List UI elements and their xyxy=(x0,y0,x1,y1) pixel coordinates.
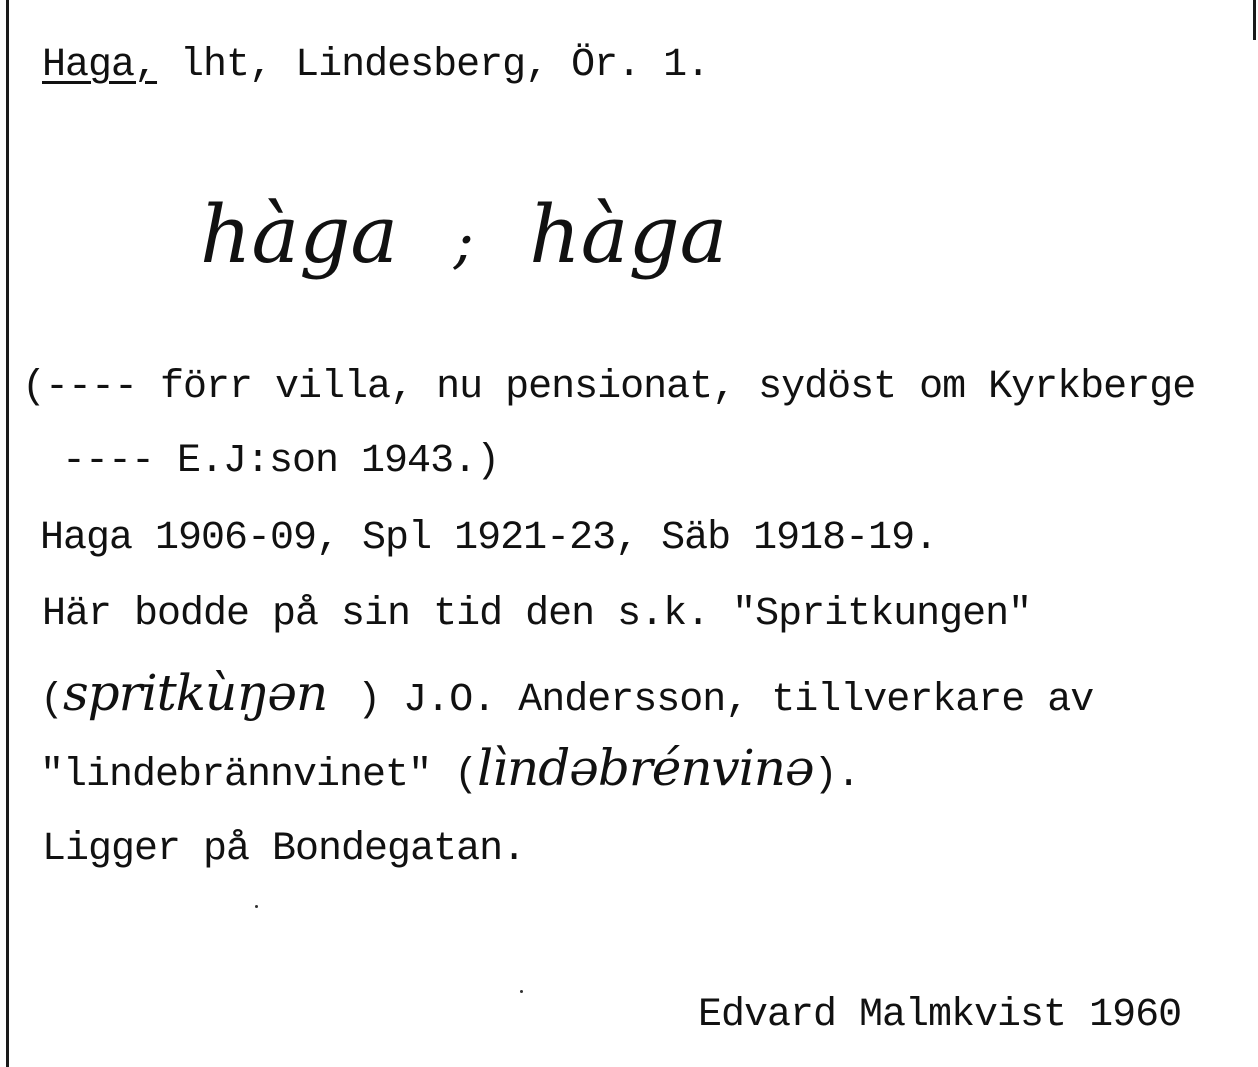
pronunciation-separator: ; xyxy=(453,207,474,277)
note-line-2: ---- E.J:son 1943.) xyxy=(62,439,500,484)
place-name: Haga, xyxy=(42,43,158,88)
body-line-2 xyxy=(40,664,1094,723)
note-line-1: (---- förr villa, nu pensionat, sydöst om Kyrkberge xyxy=(22,365,1196,410)
sources-line: Haga 1906-09, Spl 1921-23, Säb 1918-19. xyxy=(40,516,938,561)
body-line-3-text: "lindebrännvinet" ( xyxy=(40,753,478,798)
body-line-2-rest: ) J.O. Andersson, tillverkare av xyxy=(357,678,1094,723)
pronunciation-form-2: hàga xyxy=(529,188,728,281)
location-line: Ligger på Bondegatan. xyxy=(42,827,526,872)
signature: Edvard Malmkvist 1960 xyxy=(698,993,1182,1038)
card-header xyxy=(42,43,710,88)
pronunciation-form-1: hàga xyxy=(200,188,399,281)
body-line-3-close: ). xyxy=(813,753,860,798)
header-rest: lht, Lindesberg, Ör. 1. xyxy=(180,43,710,88)
card-left-edge xyxy=(6,0,9,1067)
body-line-1: Här bodde på sin tid den s.k. "Spritkungen" xyxy=(42,592,1032,637)
dust-speck xyxy=(520,990,523,993)
pronunciation-line xyxy=(200,188,728,281)
phonetic-spritkungen: spritkùŋən xyxy=(63,664,328,722)
body-line-2-open: ( xyxy=(40,678,64,723)
phonetic-lindebrannvinet: lìndəbrénvinə xyxy=(477,739,814,797)
dust-speck xyxy=(255,905,258,908)
card-right-edge xyxy=(1253,0,1256,40)
body-line-3 xyxy=(40,739,860,798)
